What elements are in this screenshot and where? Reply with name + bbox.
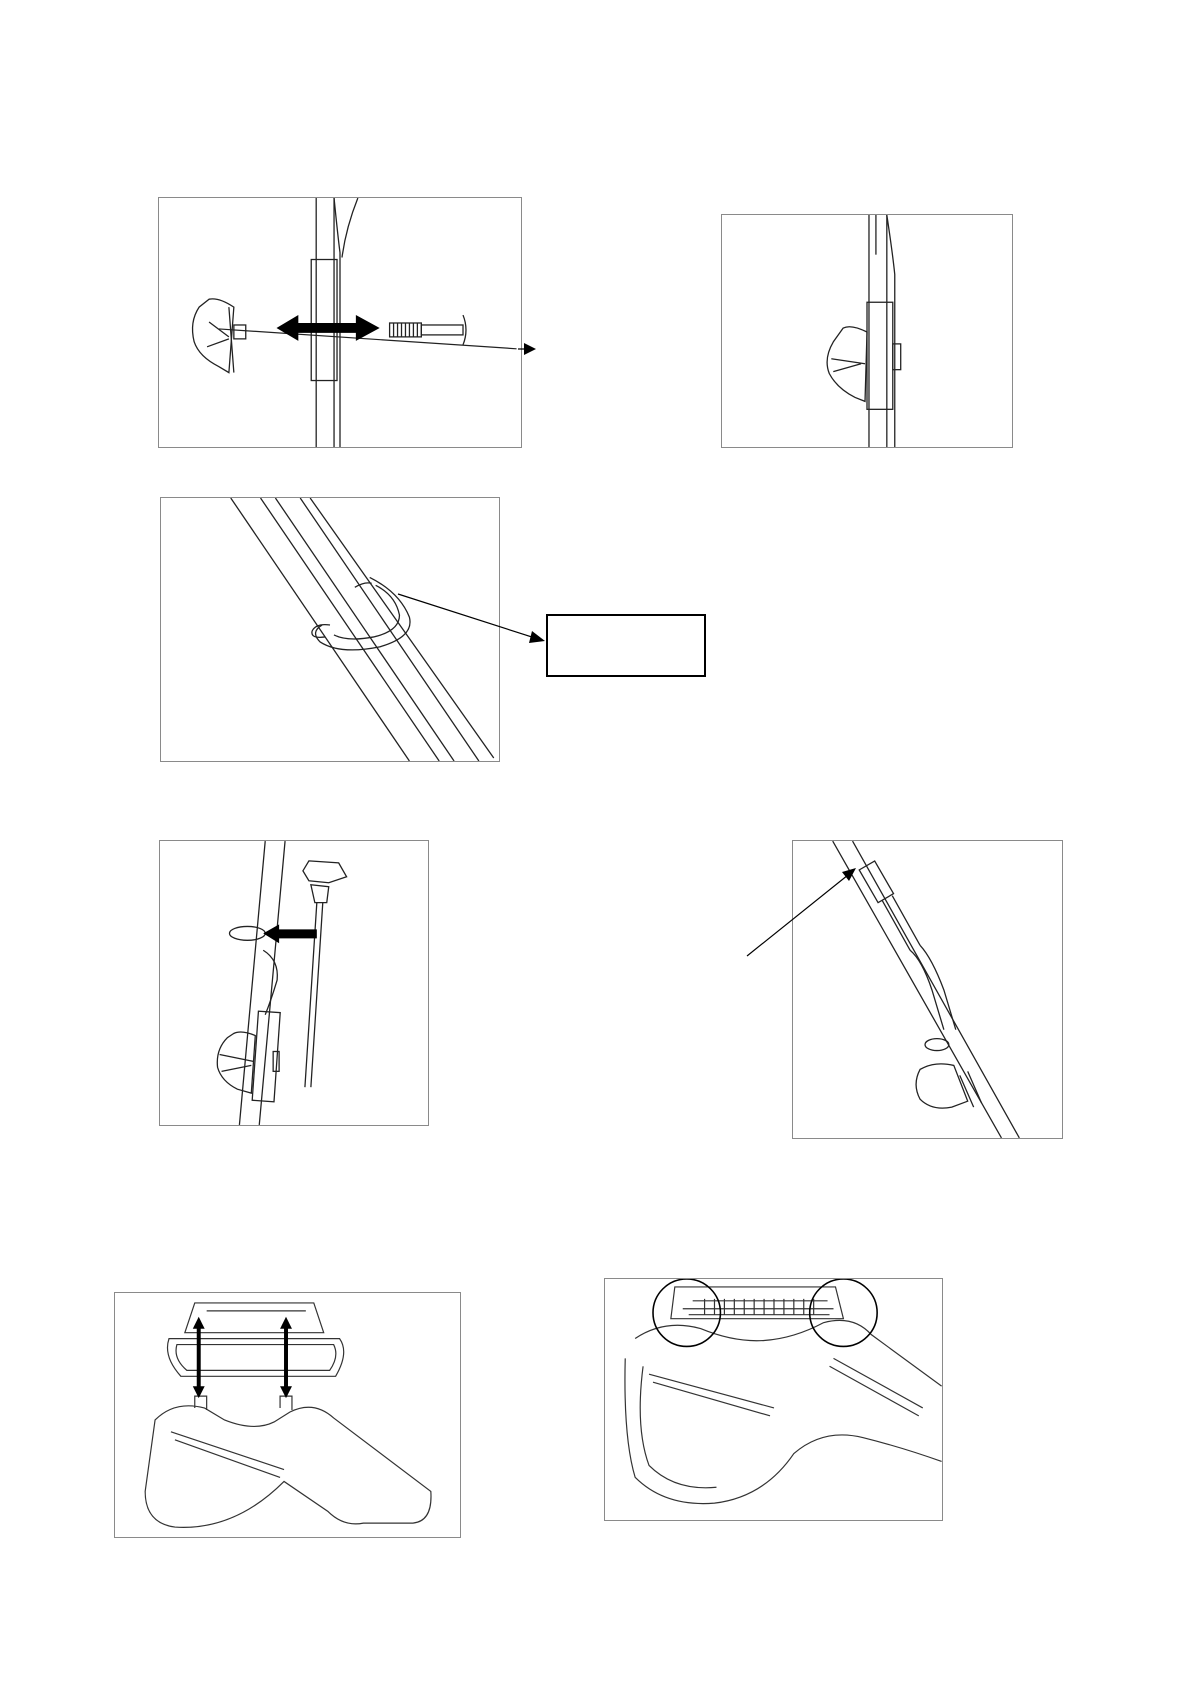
- catcher-lid-clips-drawing: [605, 1279, 942, 1520]
- fig-starter-rope-guide: [159, 840, 429, 1126]
- fig-knob-assembled: [721, 214, 1013, 448]
- highlight-circle-left: [653, 1279, 720, 1346]
- double-arrow-icon: [193, 1317, 292, 1398]
- fig-catcher-lid-clips: [604, 1278, 943, 1521]
- arrowhead-icon: [529, 631, 545, 643]
- fig-catcher-lid-attach: [114, 1292, 461, 1538]
- rope-guide-installed-drawing: [793, 841, 1062, 1138]
- arrowhead-icon: [524, 343, 536, 355]
- fig-cable-clip: [160, 497, 500, 762]
- knob-bolt-drawing: [159, 198, 521, 447]
- knob-assembled-drawing: [722, 215, 1012, 447]
- fig-knob-bolt-assembly: [158, 197, 522, 448]
- highlight-circle-right: [810, 1279, 877, 1346]
- catcher-lid-drawing: [115, 1293, 460, 1537]
- highlight-circles: [653, 1279, 877, 1346]
- double-arrow-icon: [277, 315, 380, 341]
- left-arrow-icon: [263, 924, 317, 943]
- part-label-box: [546, 614, 706, 677]
- rope-guide-drawing: [160, 841, 428, 1125]
- cable-clip-drawing: [161, 498, 499, 761]
- fig-rope-guide-installed: [792, 840, 1063, 1139]
